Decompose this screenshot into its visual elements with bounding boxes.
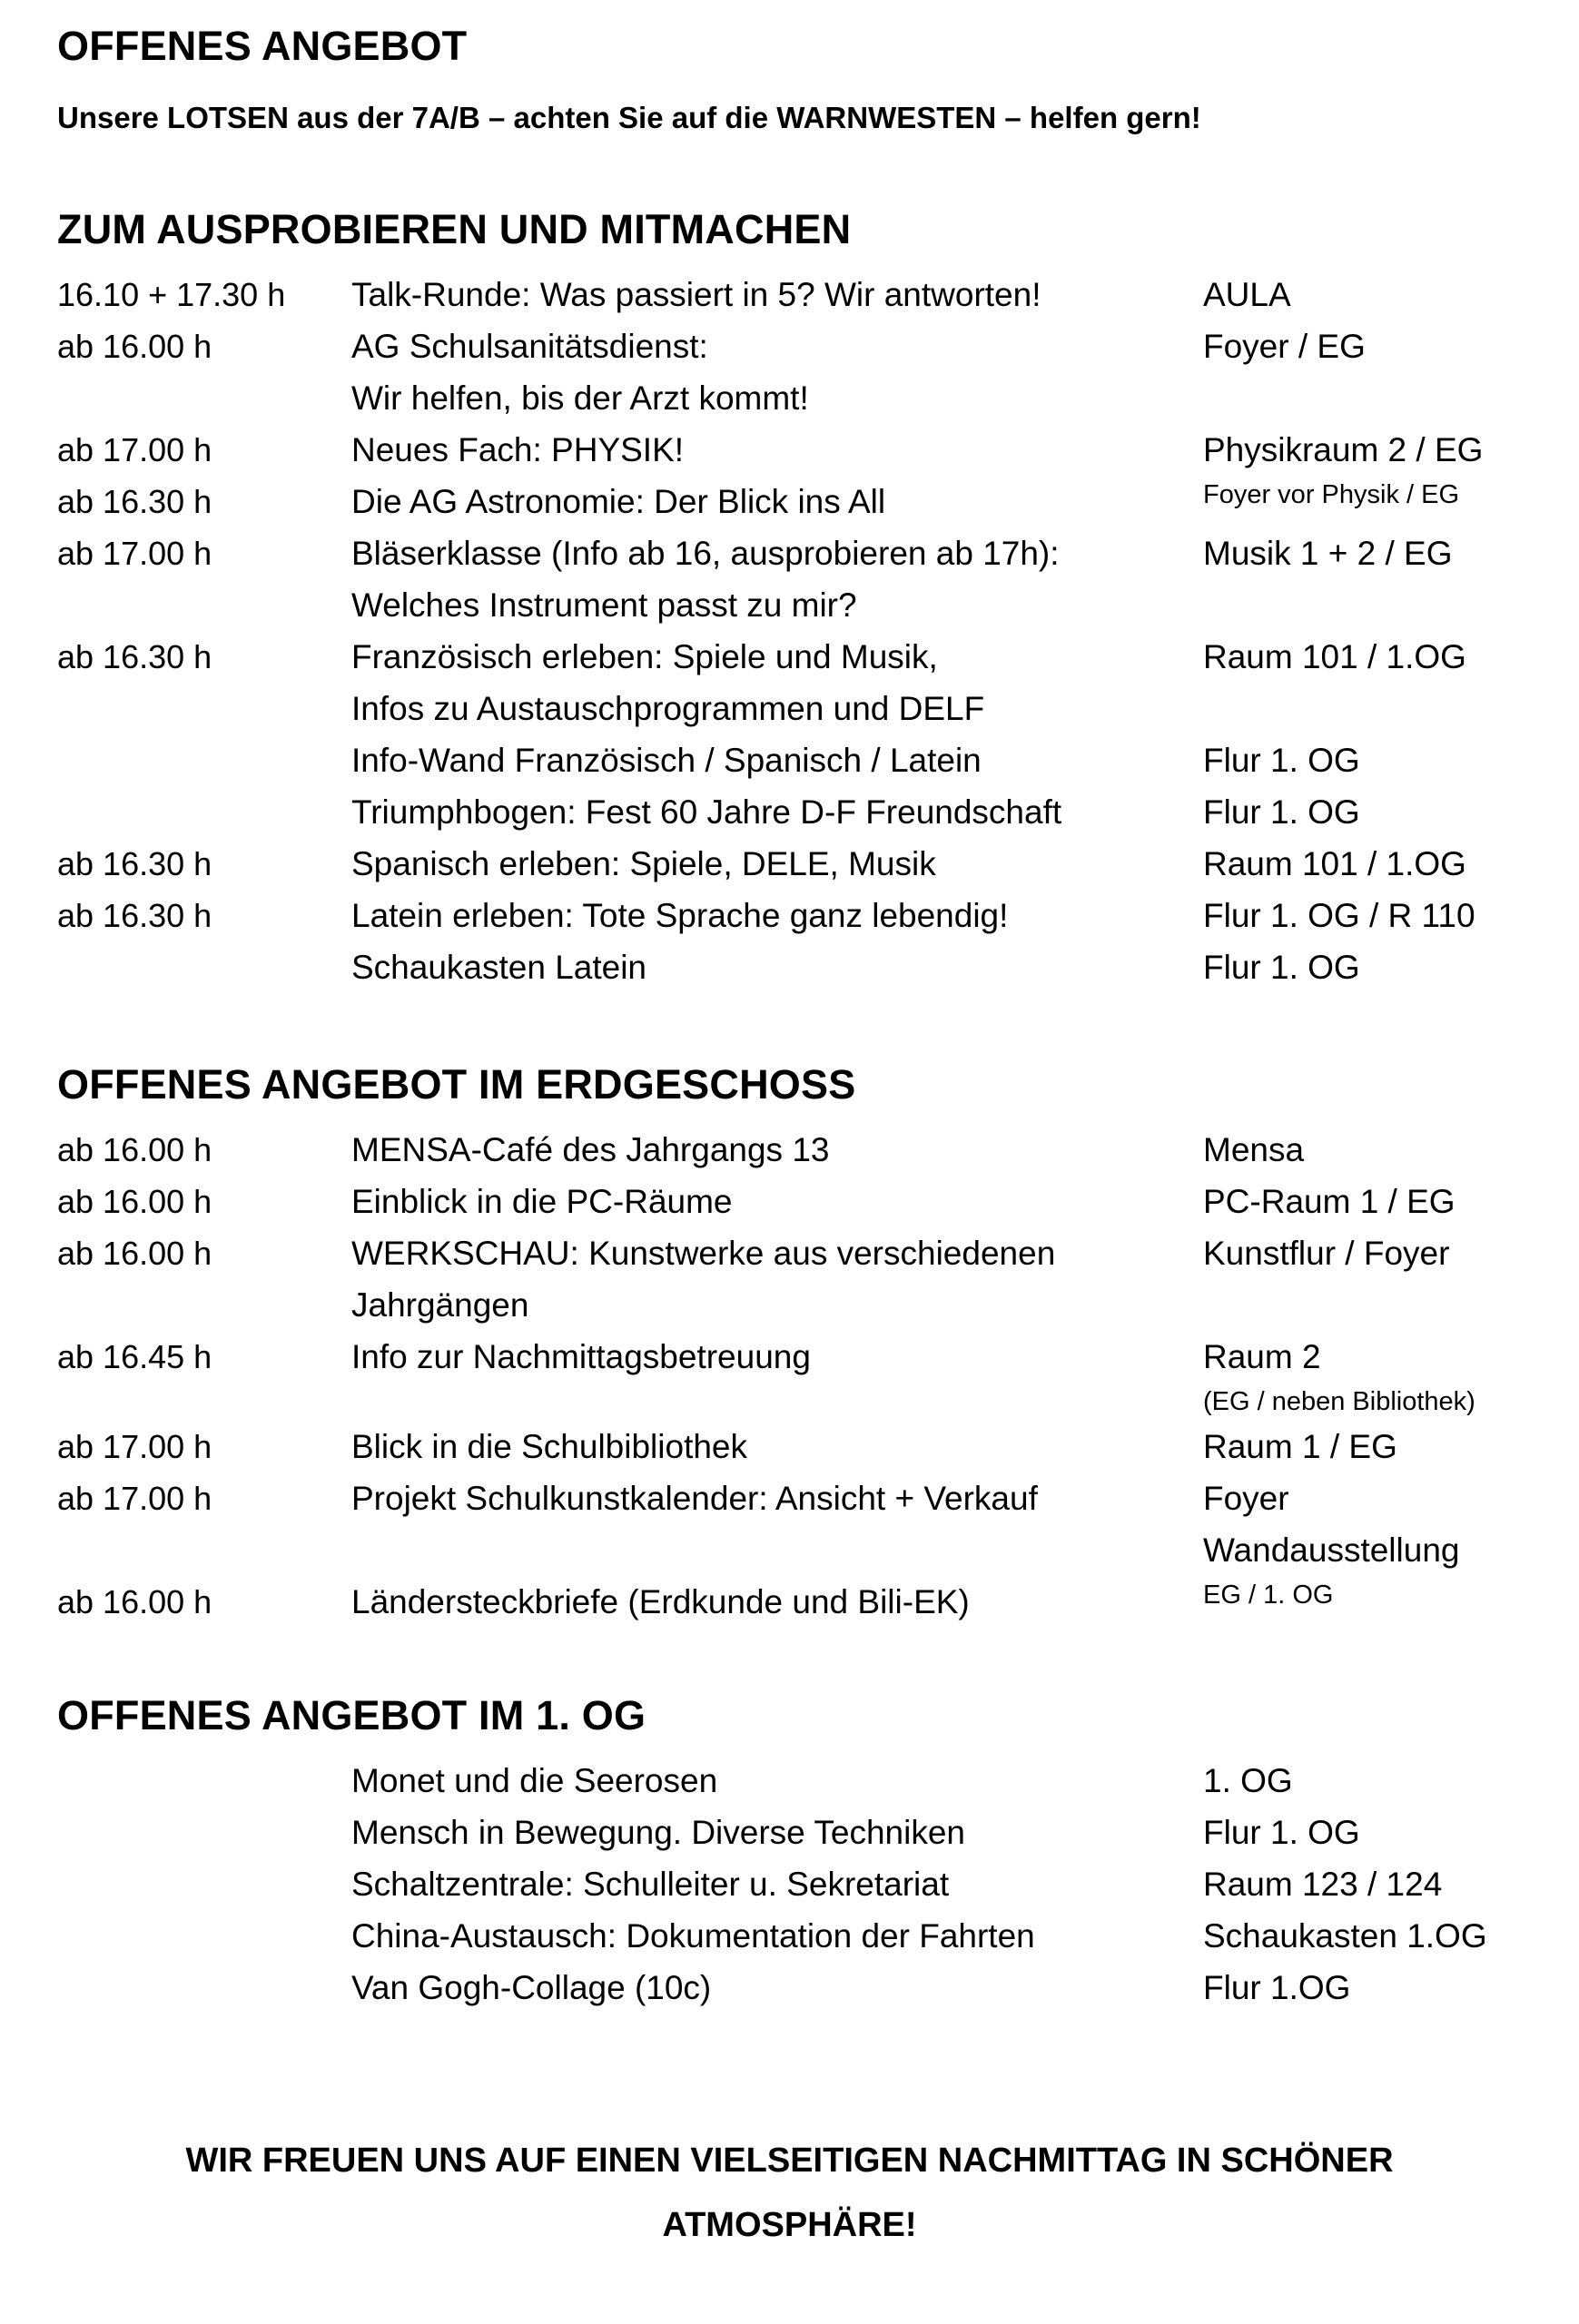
schedule-row [57, 786, 1528, 838]
row-place: AULA [1203, 275, 1291, 313]
section-erstes-og [57, 1693, 1528, 2014]
schedule-row [57, 1576, 1528, 1628]
row-text [351, 1383, 1203, 1421]
row-text: Französisch erleben: Spiele und Musik, [351, 637, 938, 675]
row-text: Schaukasten Latein [351, 948, 647, 986]
row-time: ab 16.00 h [57, 327, 212, 365]
schedule-row [57, 269, 1528, 320]
closing-line-2: ATMOSPHÄRE! [662, 2206, 917, 2244]
row-time [57, 1910, 351, 1962]
row-place: Foyer [1203, 1479, 1289, 1517]
schedule-row [57, 1910, 1528, 1962]
row-time [57, 786, 351, 838]
row-text: China-Austausch: Dokumentation der Fahrten [351, 1916, 1035, 1955]
schedule-row [57, 1421, 1528, 1472]
row-time: ab 16.00 h [57, 1582, 212, 1620]
row-time: ab 16.00 h [57, 1182, 212, 1220]
row-place: Raum 1 / EG [1203, 1427, 1397, 1465]
row-time [57, 1383, 351, 1421]
section-heading: OFFENES ANGEBOT IM ERDGESCHOSS [57, 1061, 856, 1108]
schedule-list [57, 1755, 1528, 2014]
schedule-row [57, 838, 1528, 890]
page-subtitle: Unsere LOTSEN aus der 7A/B – achten Sie auf die WARNWESTEN – helfen gern! [57, 101, 1201, 134]
row-time: ab 16.30 h [57, 482, 212, 520]
row-place [1203, 683, 1528, 734]
row-time: 16.10 + 17.30 h [57, 275, 286, 313]
row-time [57, 683, 351, 734]
row-place [1203, 372, 1528, 424]
schedule-list [57, 1124, 1528, 1628]
schedule-row [57, 1755, 1528, 1807]
schedule-row [57, 1279, 1528, 1331]
row-text: Van Gogh-Collage (10c) [351, 1968, 712, 2006]
schedule-row [57, 734, 1528, 786]
row-text: Info zur Nachmittagsbetreuung [351, 1337, 811, 1375]
row-time: ab 16.00 h [57, 1130, 212, 1168]
schedule-row [57, 424, 1528, 476]
schedule-row [57, 1858, 1528, 1910]
schedule-row [57, 1524, 1528, 1576]
schedule-row [57, 320, 1528, 372]
row-text: MENSA-Café des Jahrgangs 13 [351, 1130, 830, 1168]
row-time [57, 1279, 351, 1331]
schedule-row [57, 1962, 1528, 2014]
page-title: OFFENES ANGEBOT [57, 23, 468, 69]
row-place: Raum 123 / 124 [1203, 1865, 1443, 1903]
schedule-row [57, 941, 1528, 993]
row-time: ab 16.00 h [57, 1234, 212, 1272]
row-text: WERKSCHAU: Kunstwerke aus verschiedenen [351, 1234, 1056, 1272]
row-text: Info-Wand Französisch / Spanisch / Latein [351, 741, 982, 779]
row-place: Kunstflur / Foyer [1203, 1234, 1450, 1272]
row-text: Latein erleben: Tote Sprache ganz lebendig! [351, 896, 1009, 934]
schedule-row [57, 1472, 1528, 1524]
row-place: Raum 2 [1203, 1337, 1321, 1375]
schedule-row [57, 579, 1528, 631]
row-text: Bläserklasse (Info ab 16, ausprobieren ab 17h): [351, 534, 1060, 572]
row-place: Raum 101 / 1.OG [1203, 637, 1466, 675]
row-text: Die AG Astronomie: Der Blick ins All [351, 482, 886, 520]
schedule-row [57, 1124, 1528, 1176]
closing-message [0, 2129, 1579, 2258]
row-text: Wir helfen, bis der Arzt kommt! [351, 379, 809, 417]
section-erdgeschoss [57, 1062, 1528, 1628]
row-text: Welches Instrument passt zu mir? [351, 586, 857, 624]
schedule-row [57, 631, 1528, 683]
section-ausprobieren [57, 207, 1528, 993]
row-text: Jahrgängen [351, 1285, 529, 1324]
row-time [57, 372, 351, 424]
row-place: Flur 1. OG / R 110 [1203, 896, 1475, 934]
row-text: Schaltzentrale: Schulleiter u. Sekretariat [351, 1865, 950, 1903]
row-place: EG / 1. OG [1203, 1580, 1334, 1610]
schedule-row [57, 1176, 1528, 1227]
row-text: Mensch in Bewegung. Diverse Techniken [351, 1813, 965, 1851]
row-time [57, 1962, 351, 2014]
schedule-row [57, 1807, 1528, 1858]
row-place [1203, 579, 1528, 631]
row-time [57, 1524, 351, 1576]
row-place: Schaukasten 1.OG [1203, 1916, 1487, 1955]
schedule-row [57, 890, 1528, 941]
row-time: ab 16.30 h [57, 896, 212, 934]
closing-line-1: WIR FREUEN UNS AUF EINEN VIELSEITIGEN NACHMITTAG IN SCHÖNER [185, 2142, 1394, 2180]
section-heading: ZUM AUSPROBIEREN UND MITMACHEN [57, 206, 852, 252]
row-time: ab 17.00 h [57, 430, 212, 468]
row-text: Neues Fach: PHYSIK! [351, 430, 685, 468]
row-time [57, 1807, 351, 1858]
row-text: Blick in die Schulbibliothek [351, 1427, 748, 1465]
row-time [57, 1858, 351, 1910]
row-place [1203, 1279, 1528, 1331]
row-place: Mensa [1203, 1130, 1305, 1168]
schedule-row [57, 372, 1528, 424]
schedule-row [57, 1331, 1528, 1383]
row-place: Foyer vor Physik / EG [1203, 479, 1460, 509]
schedule-list [57, 269, 1528, 993]
row-text: Triumphbogen: Fest 60 Jahre D-F Freundschaft [351, 793, 1062, 831]
row-place: Foyer / EG [1203, 327, 1366, 365]
schedule-row [57, 527, 1528, 579]
row-text [351, 1524, 1203, 1576]
row-text: Projekt Schulkunstkalender: Ansicht + Verkauf [351, 1479, 1038, 1517]
row-text: Infos zu Austauschprogrammen und DELF [351, 689, 985, 727]
row-place: Flur 1. OG [1203, 793, 1360, 831]
schedule-row [57, 476, 1528, 527]
row-place: Flur 1. OG [1203, 1813, 1360, 1851]
row-time: ab 17.00 h [57, 1427, 212, 1465]
row-text: Monet und die Seerosen [351, 1761, 718, 1799]
row-time [57, 579, 351, 631]
row-text: Talk-Runde: Was passiert in 5? Wir antworten! [351, 275, 1041, 313]
row-time: ab 17.00 h [57, 534, 212, 572]
row-place: Physikraum 2 / EG [1203, 430, 1484, 468]
row-place: Flur 1. OG [1203, 741, 1360, 779]
row-time [57, 1755, 351, 1807]
schedule-row [57, 1383, 1528, 1421]
row-place: 1. OG [1203, 1761, 1293, 1799]
row-place: Musik 1 + 2 / EG [1203, 534, 1453, 572]
row-time: ab 16.30 h [57, 844, 212, 882]
row-place: Raum 101 / 1.OG [1203, 844, 1466, 882]
row-place: Flur 1.OG [1203, 1968, 1351, 2006]
row-time: ab 17.00 h [57, 1479, 212, 1517]
row-text: Ländersteckbriefe (Erdkunde und Bili-EK) [351, 1582, 970, 1620]
row-time: ab 16.30 h [57, 637, 212, 675]
schedule-row [57, 683, 1528, 734]
row-place: Wandausstellung [1203, 1531, 1460, 1569]
row-place: (EG / neben Bibliothek) [1203, 1386, 1475, 1416]
row-time [57, 734, 351, 786]
row-text: AG Schulsanitätsdienst: [351, 327, 708, 365]
row-time [57, 941, 351, 993]
row-place: Flur 1. OG [1203, 948, 1360, 986]
section-heading: OFFENES ANGEBOT IM 1. OG [57, 1692, 646, 1738]
row-text: Einblick in die PC-Räume [351, 1182, 733, 1220]
row-time: ab 16.45 h [57, 1337, 212, 1375]
schedule-row [57, 1227, 1528, 1279]
row-place: PC-Raum 1 / EG [1203, 1182, 1456, 1220]
row-text: Spanisch erleben: Spiele, DELE, Musik [351, 844, 936, 882]
